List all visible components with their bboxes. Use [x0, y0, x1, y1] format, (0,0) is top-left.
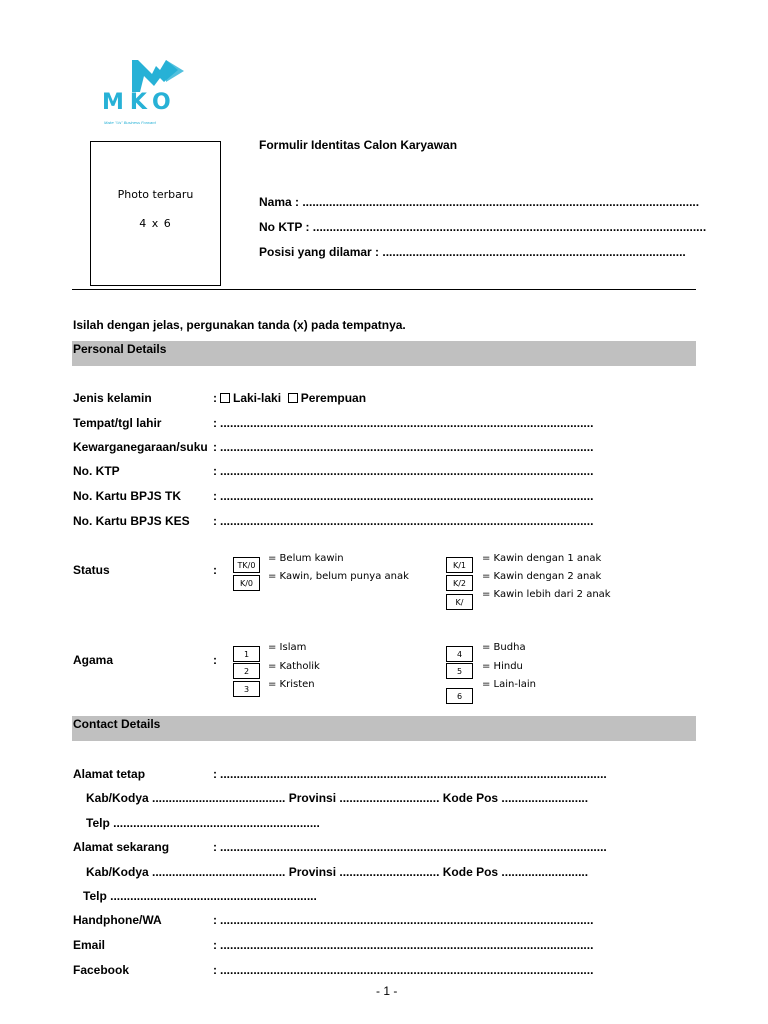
field-blank[interactable]: ................................................................................................................	[220, 464, 594, 478]
agama-code-box[interactable]: 4	[446, 646, 473, 662]
header-divider	[72, 289, 696, 290]
field-blank[interactable]: ....................................................................................................................	[220, 840, 607, 854]
photo-size: 4 x 6	[139, 217, 172, 230]
field-label: No. Kartu BPJS TK	[73, 489, 182, 503]
logo-tagline: Make "Us" Business Forward	[104, 120, 156, 125]
instruction-text: Isilah dengan jelas, pergunakan tanda (x) pada tempatnya.	[73, 318, 406, 332]
female-checkbox[interactable]	[288, 393, 298, 403]
field-label: Email	[73, 938, 106, 952]
logo-text: MKO	[102, 90, 177, 115]
contact-details-heading: Contact Details	[73, 717, 161, 731]
status-code-box[interactable]: K/0	[233, 575, 260, 591]
gender-label: Jenis kelamin	[73, 391, 152, 405]
field-blank[interactable]: ................................................................................................................	[220, 416, 594, 430]
kab-kodya-row-2[interactable]: Kab/Kodya ........................................ Provinsi .............................. Kode Pos ..........................	[86, 865, 589, 879]
agama-code-box[interactable]: 2	[233, 663, 260, 679]
female-label: Perempuan	[300, 391, 367, 405]
agama-code-box[interactable]: 3	[233, 681, 260, 697]
male-label: Laki-laki	[233, 391, 282, 405]
status-code-box[interactable]: TK/0	[233, 557, 260, 573]
agama-code-box[interactable]: 5	[446, 663, 473, 679]
kab-kodya-row-1[interactable]: Kab/Kodya ........................................ Provinsi .............................. Kode Pos ..........................	[86, 791, 589, 805]
gender-options	[220, 391, 366, 405]
field-blank[interactable]: ................................................................................................................	[220, 963, 594, 977]
telp-row-1[interactable]: Telp ..............................................................	[86, 816, 320, 830]
status-code-box[interactable]: K/	[446, 594, 473, 610]
posisi-field: Posisi yang dilamar : ...........................................................................................	[259, 245, 686, 259]
agama-option: = Lain-lain	[482, 679, 537, 690]
status-code-box[interactable]: K/2	[446, 575, 473, 591]
field-blank[interactable]: ................................................................................................................	[220, 913, 594, 927]
company-logo	[100, 56, 210, 126]
ktp-field: No KTP : ......................................................................................................................	[259, 220, 707, 234]
field-blank[interactable]: ....................................................................................................................	[220, 767, 607, 781]
status-label: Status	[73, 563, 110, 577]
field-blank[interactable]: ................................................................................................................	[220, 489, 594, 503]
field-label: Kewarganegaraan/suku	[73, 440, 208, 454]
page-number: - 1 -	[376, 984, 398, 998]
status-option: = Kawin dengan 1 anak	[482, 553, 602, 564]
field-label: Alamat tetap	[73, 767, 146, 781]
agama-code-box[interactable]: 6	[446, 688, 473, 704]
agama-option: = Kristen	[268, 679, 315, 690]
field-label: No. KTP	[73, 464, 120, 478]
agama-code-box[interactable]: 1	[233, 646, 260, 662]
agama-option: = Hindu	[482, 661, 523, 672]
agama-label: Agama	[73, 653, 114, 667]
agama-option: = Islam	[268, 642, 307, 653]
telp-row-2[interactable]: Telp ..............................................................	[83, 889, 317, 903]
status-option: = Kawin, belum punya anak	[268, 571, 409, 582]
agama-option: = Budha	[482, 642, 526, 653]
form-title: Formulir Identitas Calon Karyawan	[259, 138, 458, 152]
photo-label: Photo terbaru	[117, 188, 194, 201]
field-blank[interactable]: ................................................................................................................	[220, 938, 594, 952]
nama-field: Nama : .......................................................................................................................	[259, 195, 700, 209]
field-label: No. Kartu BPJS KES	[73, 514, 190, 528]
status-option: = Kawin dengan 2 anak	[482, 571, 602, 582]
personal-details-band	[72, 341, 696, 366]
personal-details-heading: Personal Details	[73, 342, 167, 356]
status-code-box[interactable]: K/1	[446, 557, 473, 573]
male-checkbox[interactable]	[220, 393, 230, 403]
photo-box	[90, 141, 221, 286]
status-option: = Kawin lebih dari 2 anak	[482, 589, 611, 600]
status-option: = Belum kawin	[268, 553, 344, 564]
field-label: Tempat/tgl lahir	[73, 416, 162, 430]
field-blank[interactable]: ................................................................................................................	[220, 514, 594, 528]
field-label: Handphone/WA	[73, 913, 162, 927]
field-label: Alamat sekarang	[73, 840, 170, 854]
agama-option: = Katholik	[268, 661, 320, 672]
contact-details-band	[72, 716, 696, 741]
field-blank[interactable]: ................................................................................................................	[220, 440, 594, 454]
field-label: Facebook	[73, 963, 130, 977]
